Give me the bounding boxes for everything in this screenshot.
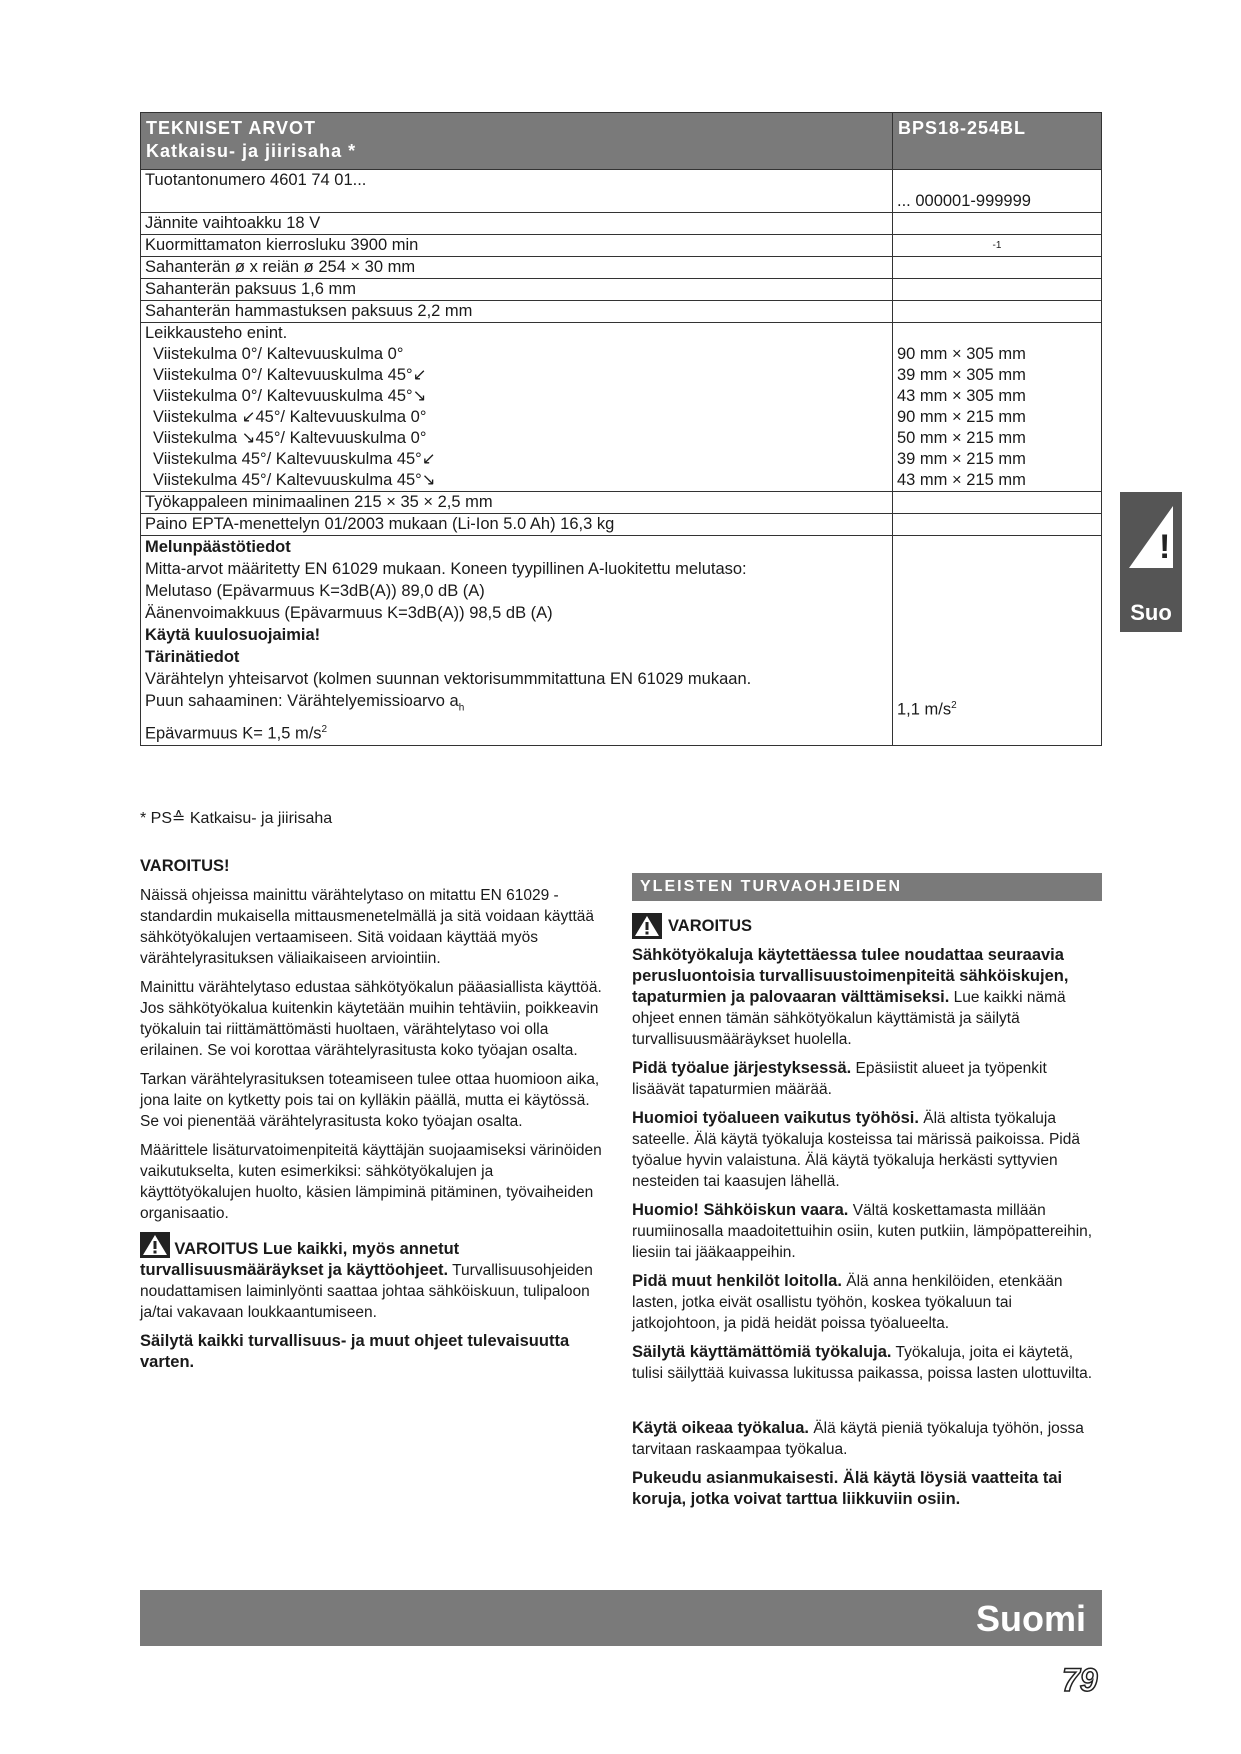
vib-title: Tärinätiedot bbox=[145, 648, 240, 666]
paragraph-bold: Huomioi työalueen vaikutus työhösi. bbox=[632, 1109, 919, 1127]
table-row bbox=[141, 170, 1102, 213]
paragraph-text: Älä altista työkaluja sateelle. Älä käytä työkaluja kosteissa tai märissä paikoissa. Pidä työalue hyvin valaistuna. Älä käytä työkaluja herkästi syttyvien nesteiden tai kaasujen lähellä. bbox=[632, 1110, 1080, 1190]
table-row bbox=[141, 235, 1102, 257]
paragraph: Näissä ohjeissa mainittu värähtelytaso on mitattu EN 61029 -standardin mukaisella mittausmenetelmällä ja sitä voidaan käyttää sähkötyökalujen vertaamiseen. Sitä voidaan käyttää myös värähtelyrasituksen väliaikaiseen arviointiin. bbox=[140, 887, 595, 967]
paragraph-bold: Sähkötyökaluja käytettäessa tulee noudattaa seuraavia perusluontoisia turvallisuustoimenpiteitä sähköiskujen, tapaturmien ja palovaaran välttämiseksi. bbox=[632, 946, 1069, 1006]
paragraph-text: Älä anna henkilöiden, etenkään lasten, jotka eivät osallistu työhön, koskea työkaluun tai jatkojohtoon, ja pidä heidät poissa työalueelta. bbox=[632, 1273, 1063, 1332]
weight-row: Paino EPTA-menettelyn 01/2003 mukaan (Li-Ion 5.0 Ah) 16,3 kg bbox=[141, 514, 893, 536]
table-title: TEKNISET ARVOT bbox=[146, 118, 317, 138]
cut-value: 43 mm × 215 mm bbox=[897, 471, 1026, 489]
noise-title: Melunpäästötiedot bbox=[145, 538, 291, 556]
page-number: 79 bbox=[1062, 1662, 1098, 1698]
cut-label: Viistekulma 0°/ Kaltevuuskulma 45°↘ bbox=[153, 387, 427, 405]
paragraph: Määrittele lisäturvatoimenpiteitä käyttäjän suojaamiseksi värinöiden vaikutukselta, kuten esimerkiksi: sähkötyökalujen ja käyttötyökalujen huolto, käsien lämpiminä pitäminen, työvaiheiden organisaatio. bbox=[140, 1142, 602, 1222]
table-row bbox=[141, 536, 1102, 746]
paragraph-bold: Käytä oikeaa työkalua. bbox=[632, 1419, 810, 1437]
footer-bar bbox=[140, 1590, 1102, 1646]
blade-thickness-row: Sahanterän paksuus 1,6 mm bbox=[141, 279, 893, 301]
ear-protection: Käytä kuulosuojaimia! bbox=[145, 626, 321, 644]
paragraph: Tarkan värähtelyrasituksen toteamiseen tulee ottaa huomioon aika, jona laite on kytketty pois tai on kylläkin päällä, mutta ei käytössä. Se voi pienentää värähtelyrasitusta koko työajan osalta. bbox=[140, 1071, 600, 1130]
blade-dim-row: Sahanterän ø x reiän ø 254 × 30 mm bbox=[141, 257, 893, 279]
cut-value: 39 mm × 215 mm bbox=[897, 450, 1026, 468]
table-header bbox=[141, 113, 1102, 170]
paragraph bbox=[632, 1058, 1102, 1100]
cut-value: 50 mm × 215 mm bbox=[897, 429, 1026, 447]
speed-unit: -1 bbox=[992, 240, 1002, 251]
paragraph bbox=[632, 1271, 1102, 1334]
paragraph bbox=[632, 1200, 1102, 1263]
cut-label: Viistekulma 0°/ Kaltevuuskulma 0° bbox=[153, 345, 404, 363]
model-name: BPS18-254BL bbox=[893, 113, 1102, 170]
footer-language: Suomi bbox=[975, 1598, 1086, 1639]
min-workpiece-row: Työkappaleen minimaalinen 215 × 35 × 2,5 mm bbox=[141, 492, 893, 514]
table-row bbox=[141, 257, 1102, 279]
section-header: YLEISTEN TURVAOHJEIDEN bbox=[632, 873, 1102, 901]
warning-icon bbox=[632, 913, 662, 939]
noise-desc: Mitta-arvot määritetty EN 61029 mukaan. Koneen tyypillinen A-luokitettu melutaso: bbox=[145, 560, 747, 578]
paragraph bbox=[632, 1342, 1102, 1384]
cutting-title: Leikkausteho enint. bbox=[145, 324, 288, 342]
warning-icon bbox=[140, 1232, 170, 1258]
paragraph-bold: Pidä muut henkilöt loitolla. bbox=[632, 1272, 842, 1290]
footnote: * PS≙ Katkaisu- ja jiirisaha bbox=[140, 810, 333, 827]
spec-table bbox=[140, 112, 1102, 746]
paragraph: Mainittu värähtelytaso edustaa sähkötyökalun pääasiallista käyttöä. Jos sähkötyökalua kuitenkin käytetään muihin tehtäviin, poikkeavin työkaluin tai riittämättömästi huoltaen, värähtelytaso voi olla erilainen. Se voi korottaa värähtelyrasitusta koko työajan osalta. bbox=[140, 979, 602, 1059]
warning-title: VAROITUS! bbox=[140, 857, 230, 875]
warning-triangle-icon bbox=[1123, 502, 1179, 572]
cut-value: 90 mm × 215 mm bbox=[897, 408, 1026, 426]
production-label: Tuotantonumero 4601 74 01... bbox=[141, 170, 893, 213]
svg-text:!: ! bbox=[1159, 528, 1171, 566]
paragraph-text: Epäsiistit alueet ja työpenkit lisäävät tapaturmien määrää. bbox=[632, 1060, 1047, 1098]
vib-desc: Värähtelyn yhteisarvot (kolmen suunnan vektorisummmitattuna EN 61029 mukaan. bbox=[145, 670, 752, 688]
paragraph-text: Vältä koskettamasta millään ruumiinosalla maadoitettuihin osiin, kuten putkiin, lämpöpattereihin, liesiin tai jääkaappeihin. bbox=[632, 1202, 1093, 1261]
cut-label: Viistekulma 45°/ Kaltevuuskulma 45°↘ bbox=[153, 471, 436, 489]
voltage-row: Jännite vaihtoakku 18 V bbox=[141, 213, 893, 235]
vib-value: 1,1 m/s bbox=[897, 700, 952, 719]
paragraph-text: Lue kaikki nämä ohjeet ennen tämän sähkötyökalun käyttämistä ja säilytä turvallisuusmääräykset huolella. bbox=[632, 989, 1066, 1048]
table-row bbox=[141, 323, 1102, 492]
tooth-thickness-row: Sahanterän hammastuksen paksuus 2,2 mm bbox=[141, 301, 893, 323]
vib-wood: Puun sahaaminen: Värähtelyemissioarvo a bbox=[145, 692, 459, 710]
noise-level: Melutaso (Epävarmuus K=3dB(A)) 89,0 dB (A) bbox=[145, 582, 485, 600]
paragraph-text: Työkaluja, joita ei käytetä, tulisi säilyttää kuivassa lukitussa paikassa, poissa lasten ulottuvilta. bbox=[632, 1344, 1093, 1382]
paragraph bbox=[632, 1108, 1102, 1192]
paragraph bbox=[632, 1418, 1102, 1460]
right-column bbox=[632, 873, 1102, 1518]
vib-value-sup: 2 bbox=[951, 700, 957, 712]
keep-instructions: Säilytä kaikki turvallisuus- ja muut ohjeet tulevaisuutta varten. bbox=[140, 1332, 570, 1371]
paragraph-text: Älä käytä pieniä työkaluja työhön, jossa tarvitaan raskaampaa työkalua. bbox=[632, 1420, 1084, 1458]
paragraph-bold: Pukeudu asianmukaisesti. Älä käytä löysiä vaatteita tai koruja, jotka voivat tarttua liikkuviin osiin. bbox=[632, 1469, 1063, 1508]
paragraph-bold: Pidä työalue järjestyksessä. bbox=[632, 1059, 852, 1077]
warning-text: Turvallisuusohjeiden noudattamisen laiminlyönti saattaa johtaa sähköiskuun, tulipaloon ja/tai vakavaan loukkaantumiseen. bbox=[140, 1262, 593, 1321]
cut-label: Viistekulma 45°/ Kaltevuuskulma 45°↙ bbox=[153, 450, 436, 468]
table-row bbox=[141, 492, 1102, 514]
vib-wood-sub: h bbox=[458, 702, 465, 714]
cut-label: Viistekulma 0°/ Kaltevuuskulma 45°↙ bbox=[153, 366, 427, 384]
paragraph-bold: Säilytä käyttämättömiä työkaluja. bbox=[632, 1343, 892, 1361]
left-column bbox=[140, 856, 602, 1381]
production-value: ... 000001-999999 bbox=[893, 170, 1102, 213]
cut-value: 90 mm × 305 mm bbox=[897, 345, 1026, 363]
cut-label: Viistekulma ↘45°/ Kaltevuuskulma 0° bbox=[153, 429, 427, 447]
uncertainty: Epävarmuus K= 1,5 m/s bbox=[145, 724, 322, 743]
paragraph bbox=[632, 945, 1102, 1050]
warning-bold: VAROITUS Lue kaikki, myös annetut turvallisuusmääräykset ja käyttöohjeet. bbox=[140, 1240, 460, 1279]
cut-value: 43 mm × 305 mm bbox=[897, 387, 1026, 405]
side-tab-label: Suo bbox=[1130, 600, 1172, 625]
cut-value: 39 mm × 305 mm bbox=[897, 366, 1026, 384]
speed-row: Kuormittamaton kierrosluku 3900 min bbox=[141, 235, 893, 257]
table-row bbox=[141, 213, 1102, 235]
warning-label: VAROITUS bbox=[668, 916, 753, 935]
sound-power: Äänenvoimakkuus (Epävarmuus K=3dB(A)) 98,5 dB (A) bbox=[145, 604, 553, 622]
cut-label: Viistekulma ↙45°/ Kaltevuuskulma 0° bbox=[153, 408, 427, 426]
table-row bbox=[141, 514, 1102, 536]
uncertainty-sup: 2 bbox=[321, 724, 328, 736]
table-row bbox=[141, 301, 1102, 323]
side-language-tab bbox=[1120, 492, 1182, 632]
table-row bbox=[141, 279, 1102, 301]
paragraph bbox=[140, 1232, 602, 1323]
paragraph-bold: Huomio! Sähköiskun vaara. bbox=[632, 1201, 849, 1219]
table-subtitle: Katkaisu- ja jiirisaha * bbox=[146, 141, 357, 161]
